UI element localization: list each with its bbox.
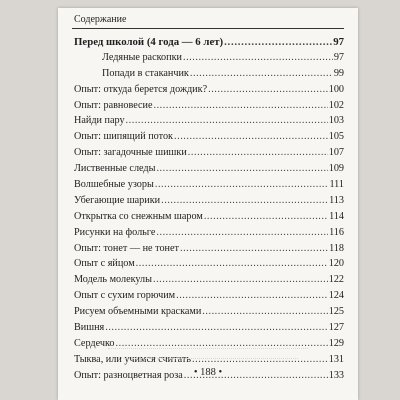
toc-entry-title: Рисунки на фольге xyxy=(74,226,156,238)
toc-entry-title: Опыт: шипящий поток xyxy=(74,131,173,143)
toc-entry xyxy=(74,68,344,84)
leader-dots xyxy=(176,290,328,301)
toc-entry-page: 129 xyxy=(328,337,344,349)
leader-dots xyxy=(136,258,328,269)
toc-entry-title: Модель молекулы xyxy=(74,274,152,286)
leader-dots xyxy=(155,179,329,190)
bleed-through-line xyxy=(118,358,298,359)
toc-entry xyxy=(74,338,344,354)
toc-entry-title: Волшебные узоры xyxy=(74,179,154,191)
toc-entry-title: Открытка со снежным шаром xyxy=(74,210,203,222)
bleed-through-line xyxy=(108,348,308,349)
toc-entry xyxy=(74,274,344,290)
toc-entry xyxy=(74,52,344,68)
leader-dots xyxy=(174,131,328,142)
book-page xyxy=(58,8,358,400)
page-number: • 188 • xyxy=(193,367,223,378)
leader-dots xyxy=(204,211,328,222)
leader-dots xyxy=(153,100,327,111)
toc-entry-title: Опыт: равновесие xyxy=(74,99,153,111)
leader-dots xyxy=(156,163,327,174)
toc-entry-title: Попади в стаканчик xyxy=(102,67,189,79)
leader-dots xyxy=(180,243,328,254)
toc-entry-title: Опыт: загадочные шишки xyxy=(74,147,187,159)
toc-entry-title: Опыт с сухим горючим xyxy=(74,290,176,302)
leader-dots xyxy=(156,227,328,238)
leader-dots xyxy=(126,115,328,126)
header-rule xyxy=(72,28,344,29)
toc-entry-title: Тыква, или учимся считать xyxy=(74,353,192,365)
toc-section-heading xyxy=(74,36,344,52)
toc-entry-title: Опыт: тонет — не тонет xyxy=(74,242,179,254)
toc-entry xyxy=(74,147,344,163)
toc-section-title: Перед школой (4 года — 6 лет) xyxy=(74,36,224,48)
toc-entry-title: Сердечко xyxy=(74,337,115,349)
toc-entry-title: Рисуем объемными красками xyxy=(74,306,202,318)
toc-entry-title: Вишня xyxy=(74,322,105,334)
table-of-contents xyxy=(74,36,344,386)
toc-entry-page: 100 xyxy=(328,83,344,95)
leader-dots xyxy=(190,68,333,79)
toc-entry-title: Ледяные раскопки xyxy=(102,51,182,63)
toc-entry-title: Опыт: откуда берется дождик? xyxy=(74,83,208,95)
toc-entry xyxy=(74,131,344,147)
leader-dots xyxy=(105,322,327,333)
leader-dots xyxy=(192,354,328,365)
toc-entry xyxy=(74,258,344,274)
toc-entry-page: 125 xyxy=(328,306,344,318)
toc-entry-page: 118 xyxy=(329,242,344,254)
toc-entry-page: 116 xyxy=(329,226,344,238)
leader-dots xyxy=(153,274,328,285)
leader-dots xyxy=(224,36,332,48)
toc-entry-page: 97 xyxy=(333,51,344,63)
toc-entry-page: 133 xyxy=(328,369,344,381)
toc-entry-page: 131 xyxy=(328,353,344,365)
toc-entry xyxy=(74,163,344,179)
toc-entry xyxy=(74,179,344,195)
toc-entry-title: Опыт: разноцветная роза xyxy=(74,369,183,381)
running-header: Содержание xyxy=(74,14,127,25)
toc-entry-page: 120 xyxy=(328,258,344,270)
toc-entry xyxy=(74,322,344,338)
toc-entry xyxy=(74,115,344,131)
toc-entry-title: Опыт с яйцом xyxy=(74,258,135,270)
toc-entry-title: Лиственные следы xyxy=(74,163,156,175)
leader-dots xyxy=(183,52,333,63)
leader-dots xyxy=(161,195,328,206)
toc-entry-page: 109 xyxy=(328,163,344,175)
toc-entry-page: 107 xyxy=(328,147,344,159)
toc-entry xyxy=(74,306,344,322)
toc-entry xyxy=(74,195,344,211)
toc-entry xyxy=(74,84,344,100)
leader-dots xyxy=(202,306,327,317)
toc-entry xyxy=(74,243,344,259)
toc-entry-title: Убегающие шарики xyxy=(74,194,161,206)
toc-entry-page: 114 xyxy=(329,210,344,222)
toc-entry xyxy=(74,211,344,227)
toc-entry-page: 102 xyxy=(328,99,344,111)
toc-entry-page: 122 xyxy=(328,274,344,286)
leader-dots xyxy=(188,147,328,158)
toc-entry xyxy=(74,100,344,116)
toc-entry-page: 99 xyxy=(333,67,344,79)
toc-entry-page: 103 xyxy=(328,115,344,127)
toc-entry-title: Найди пару xyxy=(74,115,125,127)
toc-entry xyxy=(74,290,344,306)
leader-dots xyxy=(208,84,328,95)
toc-section-page: 97 xyxy=(333,36,344,48)
toc-entry-page: 105 xyxy=(328,131,344,143)
toc-entry-page: 113 xyxy=(329,194,344,206)
toc-entry-page: 111 xyxy=(329,179,344,191)
toc-entry-page: 127 xyxy=(328,322,344,334)
toc-entry-page: 124 xyxy=(328,290,344,302)
toc-entry xyxy=(74,227,344,243)
